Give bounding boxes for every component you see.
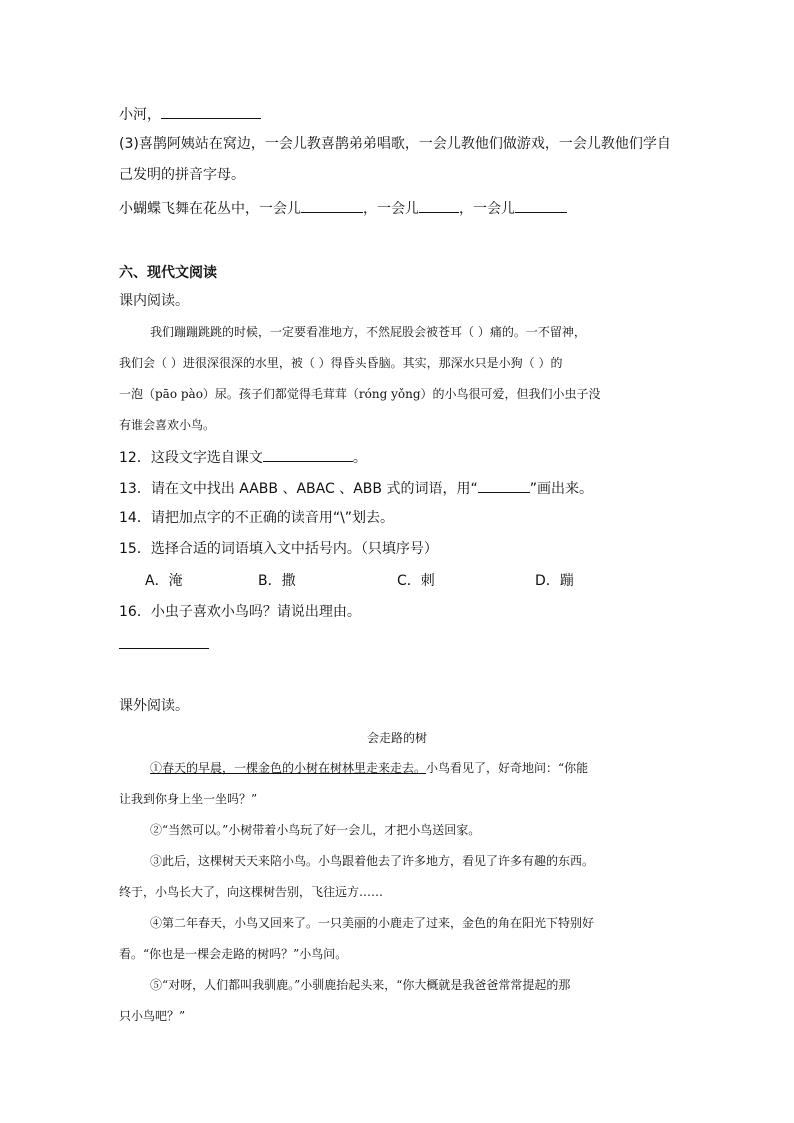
- question-13: 13．请在文中找出 AABB 、ABAC 、ABB 式的词语，用“ ”画出来。: [119, 478, 593, 498]
- passage-line: 终于，小鸟长大了，向这棵树告别，飞往远方……: [119, 885, 384, 899]
- example-sentence: (3)喜鹊阿姨站在窝边，一会儿教喜鹊弟弟唱歌，一会儿教他们做游戏，一会儿教他们学自: [119, 136, 671, 152]
- question-15: 15．选择合适的词语填入文中括号内。（只填序号）: [119, 541, 438, 557]
- extra-reading-label: 课外阅读。: [119, 698, 189, 714]
- question-12: 12．这段文字选自课文 。: [119, 447, 367, 467]
- answer-line[interactable]: [119, 648, 209, 649]
- underline-sample: [478, 478, 530, 493]
- answer-blank[interactable]: [515, 198, 567, 213]
- in-class-reading-label: 课内阅读。: [119, 293, 189, 309]
- passage-line: 我们会（ ）进很深很深的水里，被（ ）得昏头昏脑。其实，那深水只是小狗（ ）的: [119, 356, 563, 370]
- passage-line: ④第二年春天，小鸟又回来了。一只美丽的小鹿走了过来，金色的角在阳光下特别好: [150, 916, 595, 930]
- passage-line: 看。“你也是一棵会走路的树吗？”小鸟问。: [119, 947, 348, 961]
- section-heading: 六、现代文阅读: [119, 265, 217, 281]
- question-16: 16．小虫子喜欢小鸟吗？请说出理由。: [119, 604, 361, 620]
- passage-line: ③此后，这棵树天天来陪小鸟。小鸟跟着他去了许多地方，看见了许多有趣的东西。: [150, 854, 595, 868]
- example-sentence-cont: 己发明的拼音字母。: [119, 167, 245, 183]
- question-14: 14．请把加点字的不正确的读音用“\”划去。: [119, 510, 395, 526]
- answer-blank[interactable]: [161, 104, 261, 119]
- passage-line: ①春天的早晨，一棵金色的小树在树林里走来走去。小鸟看见了，好奇地问：“你能: [150, 761, 589, 775]
- underlined-sentence: ①春天的早晨，一棵金色的小树在树林里走来走去。: [150, 761, 427, 775]
- passage-line: 我们蹦蹦跳跳的时候，一定要看准地方，不然屁股会被苍耳（ ）痛的。一不留神，: [150, 325, 586, 339]
- passage-line: 只小鸟吧？”: [119, 1009, 186, 1023]
- passage-line: ⑤“对呀，人们都叫我驯鹿。”小驯鹿抬起头来，“你大概就是我爸爸常常提起的那: [150, 978, 571, 992]
- answer-line-river: 小河，: [119, 104, 261, 124]
- passage-line: ②“当然可以。”小树带着小鸟玩了好一会儿，才把小鸟送回家。: [150, 823, 481, 837]
- option-d: D．蹦: [535, 573, 574, 589]
- passage-line: 一泡（pāo pào）尿。孩子们都觉得毛茸茸（róng yǒng）的小鸟很可爱，但我们小虫子没: [119, 387, 601, 401]
- passage-line: 有谁会喜欢小鸟。: [119, 418, 216, 432]
- passage-title: 会走路的树: [366, 731, 427, 745]
- imitation-sentence: 小蝴蝶飞舞在花丛中，一会儿 ，一会儿 ，一会儿: [119, 198, 567, 218]
- answer-blank[interactable]: [301, 198, 363, 213]
- answer-blank[interactable]: [419, 198, 459, 213]
- option-a: A．淹: [145, 573, 183, 589]
- option-b: B．撒: [258, 573, 296, 589]
- passage-line: 让我到你身上坐一坐吗？”: [119, 792, 258, 806]
- answer-blank[interactable]: [263, 447, 353, 462]
- option-c: C．刺: [397, 573, 435, 589]
